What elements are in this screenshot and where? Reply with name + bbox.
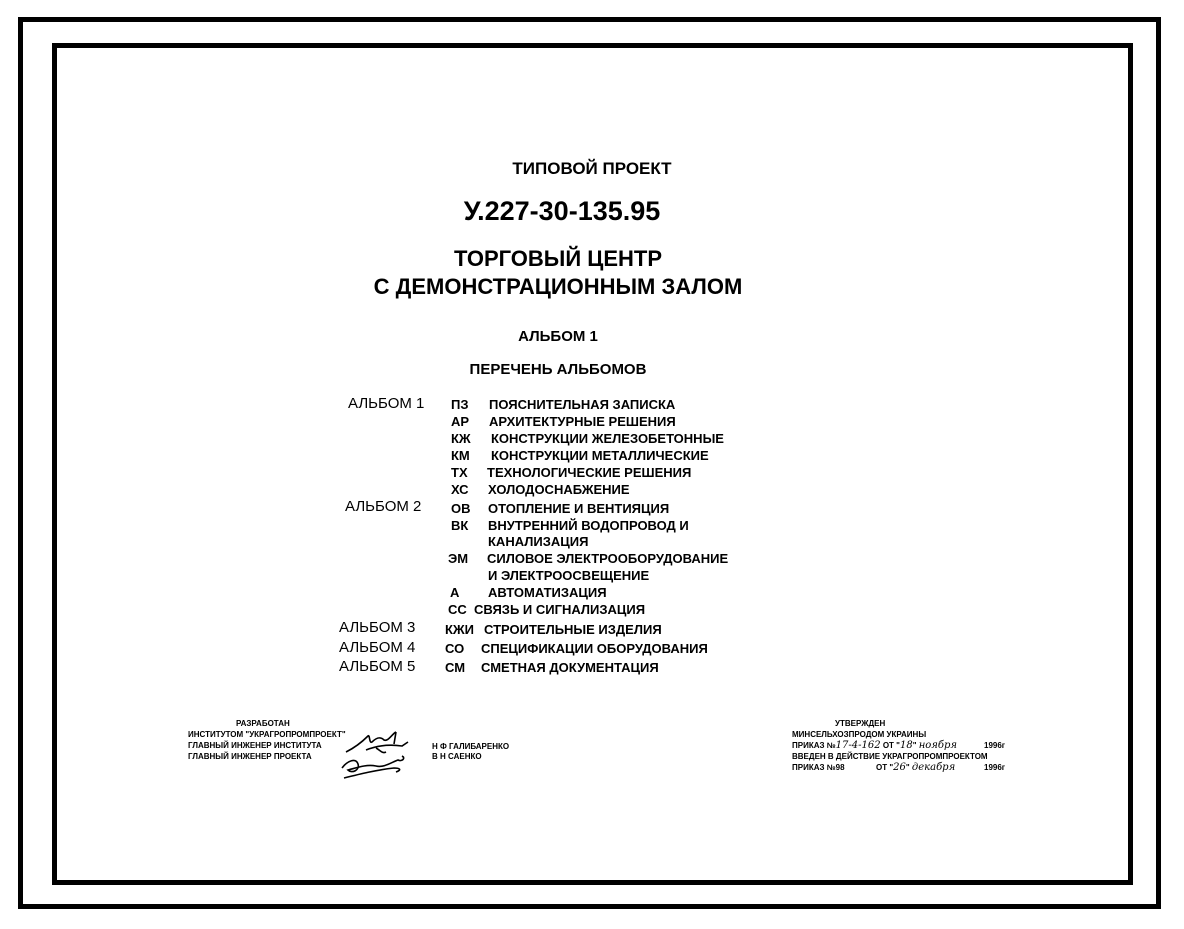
list-item-text: ХОЛОДОСНАБЖЕНИЕ: [488, 482, 630, 497]
list-item-code: ВК: [451, 518, 469, 533]
order-1-day: 18: [899, 740, 913, 751]
list-item-code: ТХ: [451, 465, 468, 480]
list-item-text: АРХИТЕКТУРНЫЕ РЕШЕНИЯ: [489, 414, 676, 429]
developed-heading: РАЗРАБОТАН: [236, 719, 290, 728]
list-item-code: КЖИ: [445, 622, 475, 637]
list-item-code: СС: [448, 602, 467, 617]
list-item-text: СМЕТНАЯ ДОКУМЕНТАЦИЯ: [481, 660, 659, 675]
role-chief-engineer-institute: ГЛАВНЫЙ ИНЖЕНЕР ИНСТИТУТА: [188, 741, 322, 750]
album-heading: АЛЬБОМ 1: [518, 328, 598, 345]
list-item-text: СПЕЦИФИКАЦИИ ОБОРУДОВАНИЯ: [481, 641, 708, 656]
name-chief-engineer-institute: Н Ф ГАЛИБАРЕНКО: [432, 742, 510, 751]
list-item-text: СИЛОВОЕ ЭЛЕКТРООБОРУДОВАНИЕ: [487, 551, 729, 566]
list-item-text-continued: КАНАЛИЗАЦИЯ: [488, 534, 589, 549]
list-item-text: ВНУТРЕННИЙ ВОДОПРОВОД И: [488, 518, 689, 533]
order-1-year: 1996г: [984, 741, 1006, 750]
project-code: У.227-30-135.95: [463, 196, 661, 226]
list-item-code: СО: [445, 641, 465, 656]
developed-institute: ИНСТИТУТОМ "УКРАГРОПРОМПРОЕКТ": [188, 730, 346, 739]
album-4-label: АЛЬБОМ 4: [339, 639, 416, 656]
list-item-code: КЖ: [451, 431, 471, 446]
list-item-text: СВЯЗЬ И СИГНАЛИЗАЦИЯ: [474, 602, 646, 617]
order-2-year: 1996г: [984, 763, 1006, 772]
list-item-code: ХС: [451, 482, 469, 497]
list-item-text: КОНСТРУКЦИИ МЕТАЛЛИЧЕСКИЕ: [491, 448, 709, 463]
list-item-text-continued: И ЭЛЕКТРООСВЕЩЕНИЕ: [488, 568, 650, 583]
signature-2: [342, 756, 404, 778]
list-item-code: СМ: [445, 660, 466, 675]
order-2-day: 26: [893, 762, 906, 773]
album-5-label: АЛЬБОМ 5: [339, 658, 416, 675]
list-item-code: КМ: [451, 448, 470, 463]
list-title: ПЕРЕЧЕНЬ АЛЬБОМОВ: [469, 361, 647, 378]
album-3-label: АЛЬБОМ 3: [339, 619, 416, 636]
album-1-label: АЛЬБОМ 1: [348, 395, 425, 412]
order-2-quote: ": [905, 763, 912, 772]
signature-1: [346, 732, 408, 753]
list-item-text: ТЕХНОЛОГИЧЕСКИЕ РЕШЕНИЯ: [487, 465, 692, 480]
title-line-1: ТОРГОВЫЙ ЦЕНТР: [453, 246, 663, 271]
list-item-code: А: [450, 585, 460, 600]
list-item-text: КОНСТРУКЦИИ ЖЕЛЕЗОБЕТОННЫЕ: [491, 431, 724, 446]
list-item-code: ОВ: [451, 501, 471, 516]
order-2-prefix: ПРИКАЗ №98: [792, 763, 845, 772]
order-2-date: [876, 763, 955, 773]
order-2-month: декабря: [911, 762, 956, 773]
order-1-month: ноября: [918, 740, 958, 751]
project-type: ТИПОВОЙ ПРОЕКТ: [512, 159, 672, 178]
introduced-line: ВВЕДЕН В ДЕЙСТВИЕ УКРАГРОПРОМПРОЕКТОМ: [792, 752, 988, 761]
list-item-code: ЭМ: [448, 551, 469, 566]
order-2-from: ОТ ": [876, 763, 894, 772]
album-2-label: АЛЬБОМ 2: [345, 498, 422, 515]
title-line-2: С ДЕМОНСТРАЦИОННЫМ ЗАЛОМ: [373, 274, 743, 299]
list-item-text: ОТОПЛЕНИЕ И ВЕНТИЯЦИЯ: [488, 501, 670, 516]
role-chief-engineer-project: ГЛАВНЫЙ ИНЖЕНЕР ПРОЕКТА: [188, 752, 312, 761]
order-1-prefix: ПРИКАЗ №: [792, 741, 836, 750]
list-item-code: ПЗ: [451, 397, 469, 412]
signatures: [336, 724, 426, 784]
approved-heading: УТВЕРЖДЕН: [835, 719, 886, 728]
name-chief-engineer-project: В Н САЕНКО: [432, 752, 482, 761]
order-1: [792, 741, 957, 751]
order-1-number: 17-4-162: [835, 740, 881, 751]
list-item-text: ПОЯСНИТЕЛЬНАЯ ЗАПИСКА: [489, 397, 676, 412]
list-item-code: АР: [451, 414, 470, 429]
order-1-from: ОТ ": [880, 741, 900, 750]
order-1-quote: ": [912, 741, 919, 750]
list-item-text: СТРОИТЕЛЬНЫЕ ИЗДЕЛИЯ: [484, 622, 662, 637]
list-item-text: АВТОМАТИЗАЦИЯ: [488, 585, 607, 600]
approved-ministry: МИНСЕЛЬХОЗПРОДОМ УКРАИНЫ: [792, 730, 927, 739]
